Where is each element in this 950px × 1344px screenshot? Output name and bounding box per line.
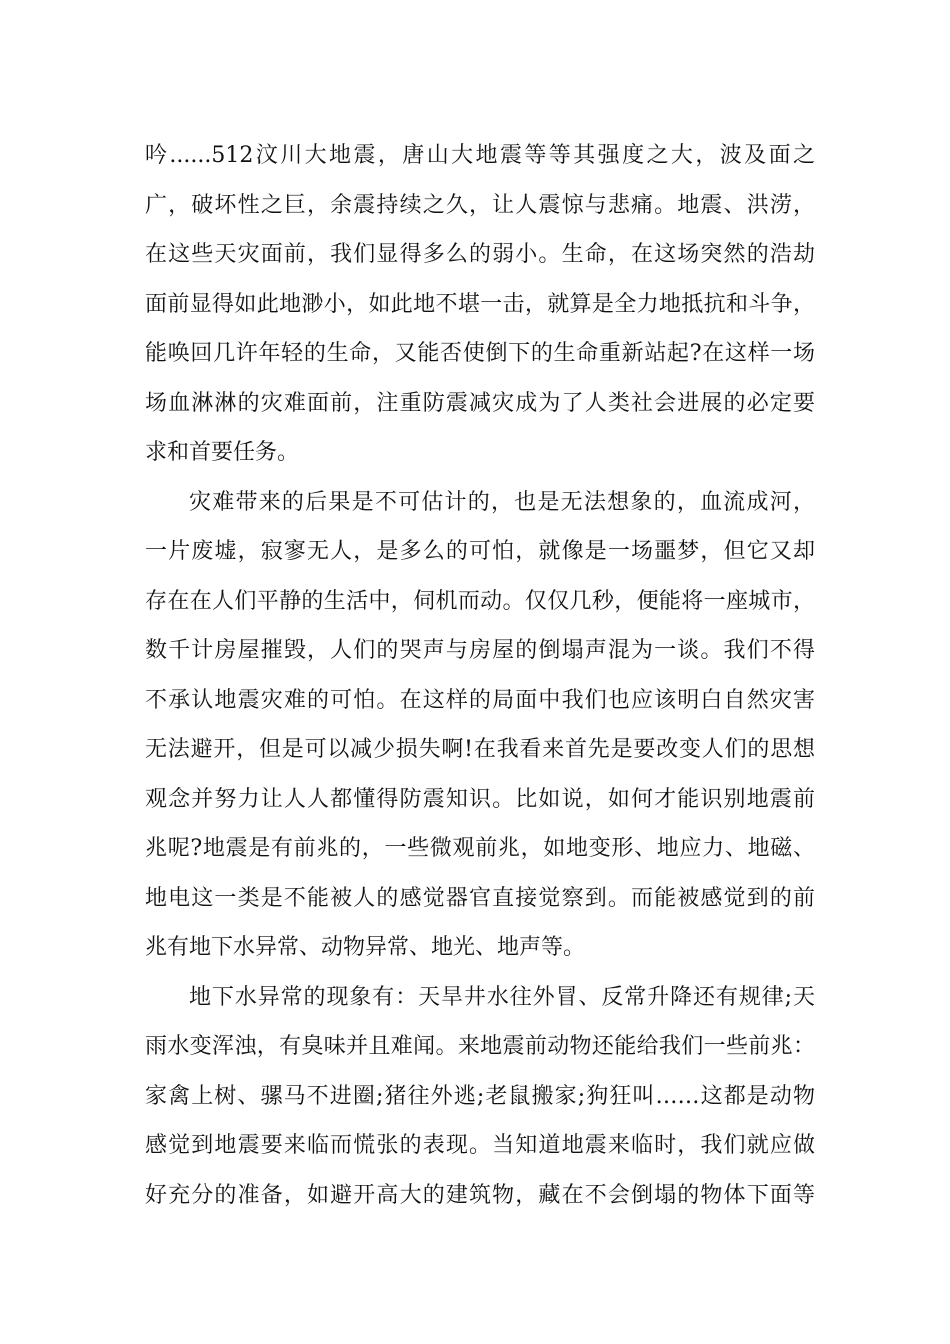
text-line: 好充分的准备，如避开高大的建筑物，藏在不会倒塌的物体下面等 xyxy=(145,1182,815,1208)
text-line: 不承认地震灾难的可怕。在这样的局面中我们也应该明白自然灾害 xyxy=(145,687,815,713)
text-line: 面前显得如此地渺小，如此地不堪一击，就算是全力地抵抗和斗争， xyxy=(145,291,815,317)
text-line: 无法避开，但是可以减少损失啊!在我看来首先是要改变人们的思想 xyxy=(145,737,815,762)
paragraph-start-line: 地下水异常的现象有：天旱井水往外冒、反常升降还有规律;天 xyxy=(189,984,815,1010)
text-line: 存在在人们平静的生活中，伺机而动。仅仅几秒，便能将一座城市， xyxy=(145,588,815,614)
text-line: 数千计房屋摧毁，人们的哭声与房屋的倒塌声混为一谈。我们不得 xyxy=(145,638,815,663)
body-text xyxy=(145,131,815,1220)
text-line: 一片废墟，寂寥无人，是多么的可怕，就像是一场噩梦，但它又却 xyxy=(145,539,815,564)
text-line: 雨水变浑浊，有臭味并且难闻。来地震前动物还能给我们一些前兆： xyxy=(145,1034,815,1059)
text-line: 能唤回几许年轻的生命，又能否使倒下的生命重新站起?在这样一场 xyxy=(145,341,815,366)
text-line: 广，破坏性之巨，余震持续之久，让人震惊与悲痛。地震、洪涝， xyxy=(145,192,815,218)
text-line: 地电这一类是不能被人的感觉器官直接觉察到。而能被感觉到的前 xyxy=(145,885,815,911)
text-line: 求和首要任务。 xyxy=(145,440,300,465)
text-line: 场血淋淋的灾难面前，注重防震减灾成为了人类社会进展的必定要 xyxy=(145,390,815,416)
text-line: 家禽上树、骡马不进圈;猪往外逃;老鼠搬家;狗狂叫……这都是动物 xyxy=(145,1083,815,1109)
text-line: 观念并努力让人人都懂得防震知识。比如说，如何才能识别地震前 xyxy=(145,786,815,812)
text-line: 在这些天灾面前，我们显得多么的弱小。生命，在这场突然的浩劫 xyxy=(145,242,815,267)
paragraph-start-line: 灾难带来的后果是不可估计的，也是无法想象的，血流成河， xyxy=(189,489,815,515)
text-line: 吟......512汶川大地震，唐山大地震等等其强度之大，波及面之 xyxy=(145,143,815,168)
text-line: 兆呢?地震是有前兆的，一些微观前兆，如地变形、地应力、地磁、 xyxy=(145,836,815,861)
text-line: 兆有地下水异常、动物异常、地光、地声等。 xyxy=(145,935,586,960)
text-line: 感觉到地震要来临而慌张的表现。当知道地震来临时，我们就应做 xyxy=(145,1133,815,1158)
